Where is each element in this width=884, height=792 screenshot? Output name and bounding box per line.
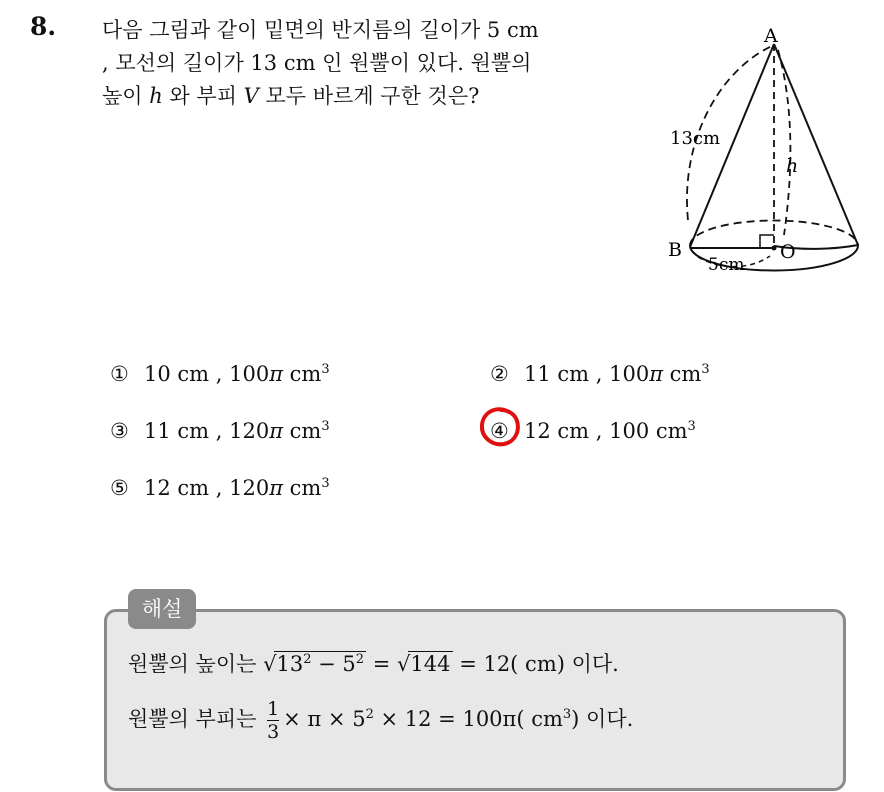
- choice-mark: ②: [490, 362, 509, 386]
- exponent: 3: [321, 362, 330, 377]
- result-text: = 12( cm) 이다.: [452, 652, 619, 676]
- choice-text: 11 cm , 100: [524, 362, 650, 386]
- solution-tag: 해설: [128, 589, 196, 629]
- exponent: 3: [701, 362, 710, 377]
- choice-text: 12 cm , 100: [524, 419, 650, 443]
- choice-text: 12 cm , 120: [144, 476, 270, 500]
- choice-3[interactable]: [110, 419, 330, 443]
- solution-line-1: [128, 648, 619, 678]
- pi-symbol: π: [269, 419, 283, 443]
- label-slant: 13cm: [670, 128, 721, 149]
- sqrt-expression: [274, 651, 366, 676]
- sqrt-expression: 144: [410, 652, 451, 676]
- pi-symbol: π: [269, 362, 283, 386]
- unit: cm: [283, 476, 322, 500]
- right-angle-mark: [760, 235, 774, 248]
- question-line-1: 다음 그림과 같이 밑면의 반지름의 길이가 5 cm: [102, 18, 539, 42]
- text-segment: ) 이다.: [571, 707, 634, 731]
- choice-1[interactable]: [110, 362, 330, 386]
- solution-line-2: [128, 698, 633, 743]
- denominator: 3: [267, 721, 280, 743]
- choice-mark: ④: [490, 419, 509, 443]
- unit: cm: [283, 419, 322, 443]
- text-segment: 원뿔의 부피는: [128, 707, 264, 731]
- question-line-2: , 모선의 길이가 13 cm 인 원뿔이 있다. 원뿔의: [102, 51, 532, 75]
- choice-text: 10 cm , 100: [144, 362, 270, 386]
- number: 13: [276, 652, 304, 676]
- slant-right: [774, 44, 858, 245]
- pi-symbol: π: [649, 362, 663, 386]
- number: − 5: [311, 652, 356, 676]
- center-point: [772, 246, 777, 251]
- cone-figure: [660, 20, 870, 295]
- label-h: h: [786, 155, 799, 177]
- text-segment: 모두 바르게 구한 것은?: [258, 84, 480, 108]
- text-segment: × π × 5: [283, 707, 366, 731]
- unit: cm: [649, 419, 688, 443]
- exponent: 2: [365, 707, 374, 722]
- label-b: B: [668, 239, 682, 261]
- question-line-3: [102, 80, 642, 113]
- fraction: [267, 698, 279, 743]
- text-segment: 원뿔의 높이는: [128, 652, 264, 676]
- choice-2[interactable]: [490, 362, 710, 386]
- unit: cm: [663, 362, 702, 386]
- exponent: 2: [303, 652, 312, 667]
- variable-h: h: [149, 84, 163, 108]
- text-segment: × 12 = 100π( cm: [373, 707, 563, 731]
- label-o: O: [780, 241, 796, 263]
- exponent: 3: [321, 476, 330, 491]
- exponent: 2: [355, 652, 365, 667]
- label-a: A: [764, 25, 778, 47]
- equals: =: [366, 652, 398, 676]
- question-text: [102, 14, 642, 113]
- text-segment: 높이: [102, 84, 150, 108]
- choice-mark: ⑤: [110, 476, 129, 500]
- answer-circle-mark: [479, 406, 521, 448]
- exponent: 3: [562, 707, 572, 722]
- choice-mark: ①: [110, 362, 129, 386]
- unit: cm: [283, 362, 322, 386]
- sqrt-sign: √: [397, 652, 411, 676]
- choice-5[interactable]: [110, 476, 330, 500]
- numerator: 1: [267, 698, 280, 720]
- label-radius: 5cm: [708, 255, 745, 275]
- text-segment: 와 부피: [162, 84, 244, 108]
- exponent: 3: [687, 419, 696, 434]
- question-number: 8.: [30, 12, 57, 41]
- choice-text: 11 cm , 120: [144, 419, 270, 443]
- pi-symbol: π: [269, 476, 283, 500]
- choice-mark: ③: [110, 419, 129, 443]
- variable-v: V: [243, 84, 259, 108]
- exponent: 3: [321, 419, 330, 434]
- sqrt-sign: √: [263, 652, 277, 676]
